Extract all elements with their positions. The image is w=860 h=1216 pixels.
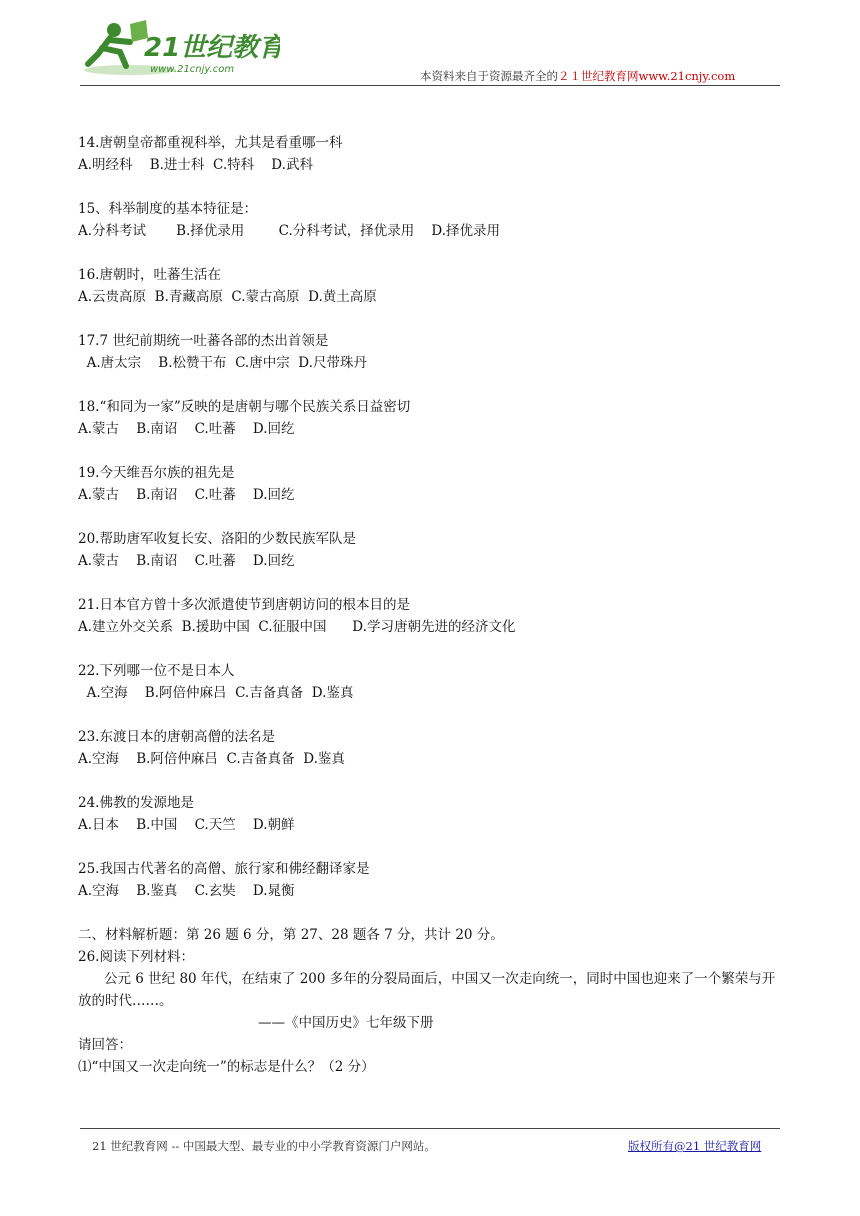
question-15	[78, 198, 778, 242]
header-note-highlight: ２１世纪教育网	[558, 69, 639, 83]
question-options: A.日本 B.中国 C.天竺 D.朝鲜	[78, 817, 295, 833]
question-17	[78, 330, 778, 374]
question-options: A.蒙古 B.南诏 C.吐蕃 D.回纥	[78, 421, 295, 437]
sub-question-1: ⑴“中国又一次走向统一”的标志是什么？（2 分）	[78, 1059, 375, 1075]
question-24	[78, 792, 778, 836]
logo-url-text: www.21cnjy.com	[150, 64, 235, 75]
question-stem: 15、科举制度的基本特征是：	[78, 201, 258, 217]
header-note-prefix: 本资料来自于资源最齐全的	[420, 69, 558, 83]
question-options: A.分科考试 B.择优录用 C.分科考试，择优录用 D.择优录用	[78, 223, 501, 239]
question-stem: 18.“和同为一家”反映的是唐朝与哪个民族关系日益密切	[78, 399, 411, 415]
question-options: A.蒙古 B.南诏 C.吐蕃 D.回纥	[78, 553, 295, 569]
question-25	[78, 858, 778, 902]
question-16	[78, 264, 778, 308]
question-14	[78, 132, 778, 176]
material-source: ——《中国历史》七年级下册	[258, 1015, 434, 1031]
footer-text: 21 世纪教育网 -- 中国最大型、最专业的中小学教育资源门户网站。	[92, 1139, 436, 1153]
runner-logo-icon	[80, 18, 280, 80]
question-22	[78, 660, 778, 704]
question-stem: 22.下列哪一位不是日本人	[78, 663, 235, 679]
question-stem: 23.东渡日本的唐朝高僧的法名是	[78, 729, 275, 745]
section-heading: 二、材料解析题：第 26 题 6 分，第 27、28 题各 7 分，共计 20 分。	[78, 927, 504, 943]
question-options: A.空海 B.阿倍仲麻吕 C.吉备真备 D.鉴真	[78, 685, 354, 701]
question-stem: 16.唐朝时，吐蕃生活在	[78, 267, 221, 283]
question-stem: 25.我国古代著名的高僧、旅行家和佛经翻译家是	[78, 861, 370, 877]
question-stem: 21.日本官方曾十多次派遣使节到唐朝访问的根本目的是	[78, 597, 410, 613]
question-options: A.云贵高原 B.青藏高原 C.蒙古高原 D.黄土高原	[78, 289, 377, 305]
document-body	[78, 132, 778, 1078]
answer-prompt: 请回答：	[78, 1037, 132, 1053]
question-stem: 19.今天维吾尔族的祖先是	[78, 465, 235, 481]
site-logo	[80, 18, 280, 80]
section-2	[78, 924, 778, 1078]
question-21	[78, 594, 778, 638]
question-stem: 17.7 世纪前期统一吐蕃各部的杰出首领是	[78, 333, 329, 349]
question-stem: 24.佛教的发源地是	[78, 795, 194, 811]
question-20	[78, 528, 778, 572]
question-stem: 20.帮助唐军收复长安、洛阳的少数民族军队是	[78, 531, 356, 547]
question-stem: 14.唐朝皇帝都重视科举，尤其是看重哪一科	[78, 135, 343, 151]
question-18	[78, 396, 778, 440]
question-options: A.建立外交关系 B.援助中国 C.征服中国 D.学习唐朝先进的经济文化	[78, 619, 516, 635]
logo-text: 21世纪教育	[144, 33, 280, 63]
question-19	[78, 462, 778, 506]
question-options: A.唐太宗 B.松赞干布 C.唐中宗 D.尺带珠丹	[78, 355, 367, 371]
question-options: A.空海 B.鉴真 C.玄奘 D.晁衡	[78, 883, 295, 899]
question-options: A.明经科 B.进士科 C.特科 D.武科	[78, 157, 313, 173]
question-options: A.空海 B.阿倍仲麻吕 C.吉备真备 D.鉴真	[78, 751, 345, 767]
question-options: A.蒙古 B.南诏 C.吐蕃 D.回纥	[78, 487, 295, 503]
header-note-url[interactable]: www.21cnjy.com	[638, 69, 736, 83]
question-23	[78, 726, 778, 770]
footer-divider	[80, 1128, 780, 1129]
question-26-title: 26.阅读下列材料：	[78, 949, 194, 965]
material-paragraph: 公元 6 世纪 80 年代，在结束了 200 多年的分裂局面后，中国又一次走向统一，同时中国也迎来了一个繁荣与开放的时代……。	[78, 971, 776, 1009]
header-note	[420, 68, 735, 84]
header-divider	[80, 85, 780, 86]
copyright-link[interactable]: 版权所有@21 世纪教育网	[628, 1139, 762, 1153]
